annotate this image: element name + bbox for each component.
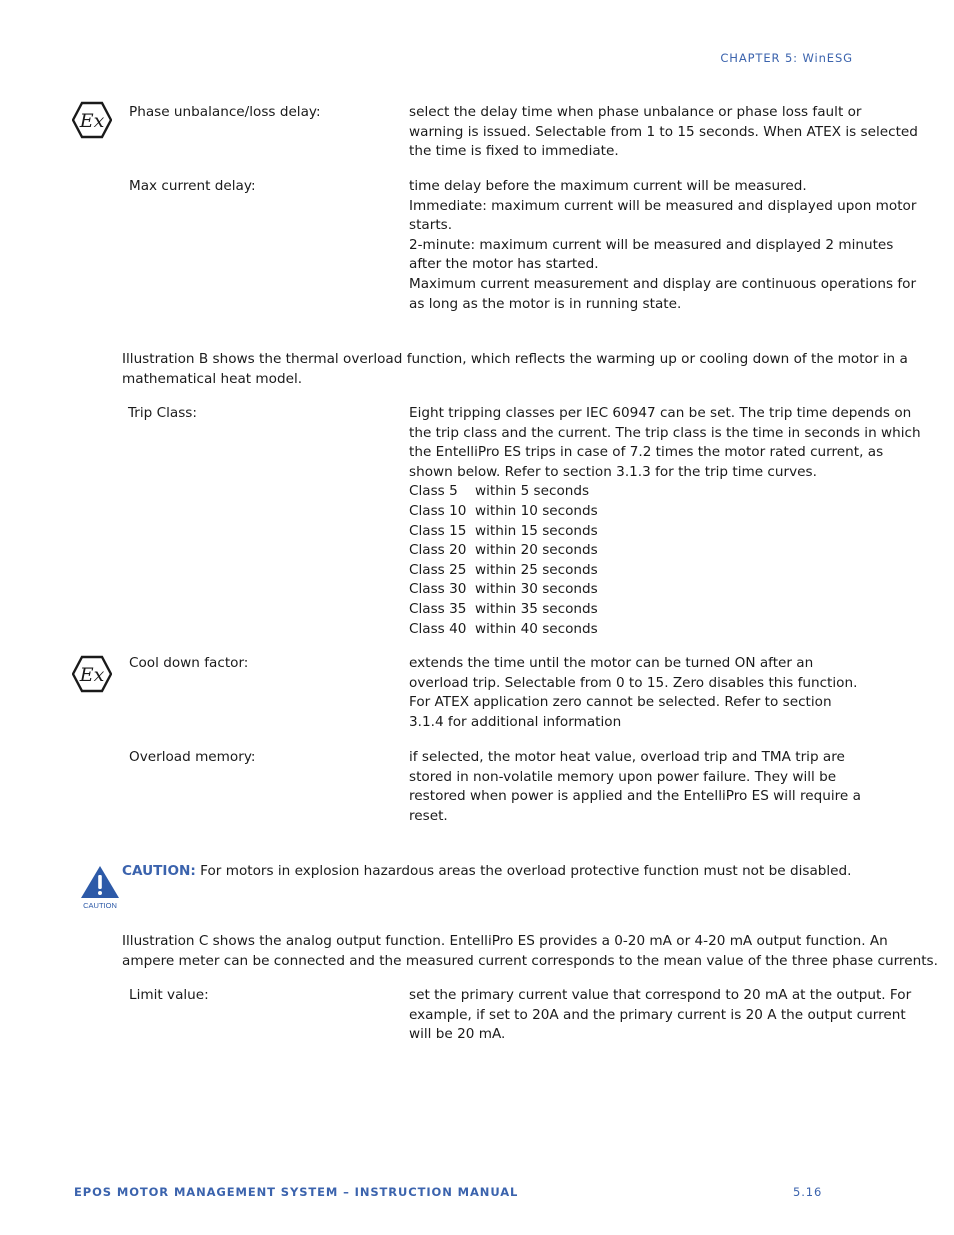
- entry-description: [409, 177, 917, 314]
- desc-line: extends the time until the motor can be turned ON after an: [409, 655, 814, 671]
- entry-description: [409, 404, 921, 639]
- caution-label: CAUTION:: [122, 863, 196, 879]
- entry-term: Phase unbalance/loss delay:: [129, 104, 321, 120]
- ex-icon: [72, 655, 112, 693]
- desc-line: overload trip. Selectable from 0 to 15. Zero disables this function.: [409, 674, 858, 691]
- entry-term: Trip Class:: [128, 405, 197, 421]
- desc-line: Maximum current measurement and display are continuous operations for: [409, 275, 917, 292]
- para-line: mathematical heat model.: [122, 371, 303, 387]
- desc-line: set the primary current value that correspond to 20 mA at the output. For: [409, 987, 912, 1003]
- caution-note: [122, 861, 882, 881]
- warning-triangle-icon: [78, 864, 122, 912]
- desc-line: restored when power is applied and the EntelliPro ES will require a: [409, 788, 861, 805]
- chapter-header: CHAPTER 5: WinESG: [720, 51, 853, 65]
- caution-icon-caption: CAUTION: [83, 901, 117, 910]
- desc-line: select the delay time when phase unbalance or phase loss fault or: [409, 104, 862, 120]
- entry-term: Max current delay:: [129, 178, 256, 194]
- desc-line: For ATEX application zero cannot be selected. Refer to section: [409, 694, 832, 711]
- desc-line: Class 10 within 10 seconds: [409, 502, 598, 519]
- desc-line: Class 5 within 5 seconds: [409, 483, 590, 500]
- desc-line: Class 25 within 25 seconds: [409, 561, 598, 578]
- desc-line: starts.: [409, 217, 453, 234]
- desc-line: reset.: [409, 807, 448, 824]
- desc-line: time delay before the maximum current will be measured.: [409, 178, 807, 194]
- para-line: Illustration B shows the thermal overload function, which reflects the warming up or cooling down of the motor in a: [122, 351, 908, 367]
- desc-line: the EntelliPro ES trips in case of 7.2 times the motor rated current, as: [409, 444, 884, 461]
- svg-text:Ex: Ex: [79, 110, 105, 132]
- desc-line: Eight tripping classes per IEC 60947 can be set. The trip time depends on: [409, 405, 912, 421]
- desc-line: Class 15 within 15 seconds: [409, 522, 598, 539]
- desc-line: example, if set to 20A and the primary current is 20 A the output current: [409, 1006, 906, 1023]
- desc-line: Class 40 within 40 seconds: [409, 620, 598, 637]
- svg-text:Ex: Ex: [79, 664, 105, 686]
- entry-description: [409, 654, 881, 732]
- desc-line: the time is fixed to immediate.: [409, 143, 619, 160]
- entry-description: [409, 986, 912, 1045]
- caution-text: For motors in explosion hazardous areas the overload protective function must not be disabled.: [195, 863, 852, 879]
- entry-term: Overload memory:: [129, 749, 256, 765]
- entry-term: Limit value:: [129, 987, 209, 1003]
- ex-icon: [72, 101, 112, 139]
- entry-description: [409, 103, 918, 162]
- para-line: Illustration C shows the analog output function. EntelliPro ES provides a 0-20 mA or 4-20 mA output function. An: [122, 933, 888, 949]
- entry-term: Cool down factor:: [129, 655, 249, 671]
- paragraph-illustration-b: [122, 349, 908, 389]
- desc-line: shown below. Refer to section 3.1.3 for the trip time curves.: [409, 463, 817, 480]
- desc-line: after the motor has started.: [409, 256, 599, 273]
- page-number: 5.16: [793, 1185, 823, 1199]
- desc-line: the trip class and the current. The trip class is the time in seconds in which: [409, 424, 921, 441]
- footer-manual-title: EPOS MOTOR MANAGEMENT SYSTEM – INSTRUCTION MANUAL: [74, 1185, 519, 1199]
- desc-line: 2-minute: maximum current will be measured and displayed 2 minutes: [409, 236, 894, 253]
- desc-line: Class 35 within 35 seconds: [409, 600, 598, 617]
- para-line: ampere meter can be connected and the measured current corresponds to the mean value of the three phase currents.: [122, 953, 938, 969]
- desc-line: Immediate: maximum current will be measured and displayed upon motor: [409, 197, 917, 214]
- desc-line: as long as the motor is in running state.: [409, 295, 682, 312]
- desc-line: Class 20 within 20 seconds: [409, 542, 598, 559]
- desc-line: stored in non-volatile memory upon power failure. They will be: [409, 768, 837, 785]
- desc-line: warning is issued. Selectable from 1 to 15 seconds. When ATEX is selected: [409, 123, 918, 140]
- paragraph-illustration-c: [122, 931, 938, 971]
- desc-line: Class 30 within 30 seconds: [409, 581, 598, 598]
- desc-line: 3.1.4 for additional information: [409, 713, 622, 730]
- entry-description: [409, 748, 881, 826]
- desc-line: if selected, the motor heat value, overload trip and TMA trip are: [409, 749, 845, 765]
- desc-line: will be 20 mA.: [409, 1026, 506, 1043]
